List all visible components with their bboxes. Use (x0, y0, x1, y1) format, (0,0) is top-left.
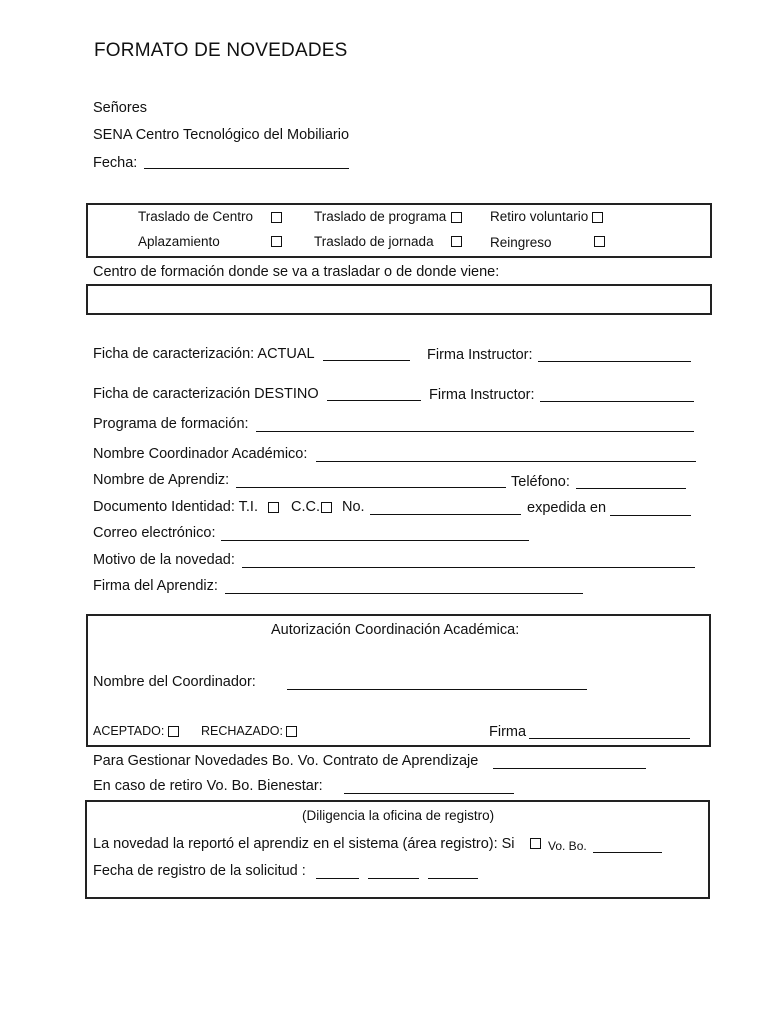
institution-name: SENA Centro Tecnológico del Mobiliario (93, 127, 350, 143)
option-label: Reingreso (490, 235, 552, 250)
firma-instructor-actual-field[interactable] (538, 361, 691, 362)
reingreso-checkbox[interactable] (594, 236, 605, 247)
fecha-mes-field[interactable] (368, 878, 419, 879)
date-label: Fecha: (93, 155, 138, 171)
rejected-label: RECHAZADO: (201, 724, 283, 738)
telefono-field[interactable] (576, 488, 686, 489)
date-field[interactable] (144, 168, 349, 169)
option-label: Traslado de Centro (138, 209, 254, 224)
ficha-destino-label: Ficha de caracterización DESTINO (93, 386, 319, 402)
programa-label: Programa de formación: (93, 416, 249, 432)
option-label: Traslado de programa (314, 209, 447, 224)
option-label: Traslado de jornada (314, 234, 434, 249)
accepted-label: ACEPTADO: (93, 724, 165, 738)
coordinator-name-label: Nombre del Coordinador: (93, 674, 256, 690)
telefono-label: Teléfono: (511, 474, 570, 490)
option-retiro-voluntario (490, 209, 588, 224)
salutation: Señores (93, 100, 148, 116)
aprendiz-label: Nombre de Aprendiz: (93, 472, 230, 488)
firma-aprendiz-field[interactable] (225, 593, 583, 594)
option-label: Retiro voluntario (490, 209, 589, 224)
ficha-destino-field[interactable] (327, 400, 421, 401)
option-label: Aplazamiento (138, 234, 220, 249)
option-traslado-centro (138, 209, 253, 224)
expedida-field[interactable] (610, 515, 691, 516)
aplazamiento-checkbox[interactable] (271, 236, 282, 247)
firma-instructor-label: Firma Instructor: (429, 387, 535, 403)
signature-field[interactable] (529, 738, 690, 739)
centro-label: Centro de formación donde se va a trasladar o de donde viene: (93, 264, 500, 280)
option-traslado-jornada (314, 234, 434, 249)
coordinador-label: Nombre Coordinador Académico: (93, 446, 308, 462)
reported-yes-checkbox[interactable] (530, 838, 541, 849)
correo-field[interactable] (221, 540, 529, 541)
signature-label: Firma (489, 724, 527, 740)
vobo-label: Vo. Bo. (548, 839, 587, 853)
ti-checkbox[interactable] (268, 502, 279, 513)
firma-instructor-destino-field[interactable] (540, 401, 694, 402)
bienestar-field[interactable] (344, 793, 514, 794)
option-aplazamiento (138, 234, 220, 249)
coordinador-field[interactable] (316, 461, 696, 462)
programa-field[interactable] (256, 431, 694, 432)
traslado-jornada-checkbox[interactable] (451, 236, 462, 247)
contrato-field[interactable] (493, 768, 646, 769)
motivo-label: Motivo de la novedad: (93, 552, 235, 568)
fecha-dia-field[interactable] (316, 878, 359, 879)
documento-label: Documento Identidad: T.I. (93, 499, 258, 515)
numero-label: No. (342, 499, 365, 515)
coordinator-name-field[interactable] (287, 689, 587, 690)
ficha-actual-label: Ficha de caracterización: ACTUAL (93, 346, 315, 362)
aprendiz-field[interactable] (236, 487, 506, 488)
cc-label: C.C. (291, 499, 320, 515)
fecha-anio-field[interactable] (428, 878, 478, 879)
ficha-actual-field[interactable] (323, 360, 410, 361)
reported-label: La novedad la reportó el aprendiz en el sistema (área registro): Si (93, 836, 515, 852)
option-reingreso (490, 235, 552, 250)
traslado-programa-checkbox[interactable] (451, 212, 462, 223)
cc-checkbox[interactable] (321, 502, 332, 513)
centro-input-box[interactable] (86, 284, 712, 315)
vobo-field[interactable] (593, 852, 662, 853)
bienestar-label: En caso de retiro Vo. Bo. Bienestar: (93, 778, 323, 794)
option-traslado-programa (314, 209, 446, 224)
retiro-voluntario-checkbox[interactable] (592, 212, 603, 223)
rejected-checkbox[interactable] (286, 726, 297, 737)
registry-title: (Diligencia la oficina de registro) (302, 808, 495, 823)
firma-instructor-label: Firma Instructor: (427, 347, 533, 363)
traslado-centro-checkbox[interactable] (271, 212, 282, 223)
contrato-label: Para Gestionar Novedades Bo. Vo. Contrato de Aprendizaje (93, 753, 479, 769)
numero-field[interactable] (370, 514, 521, 515)
authorization-title: Autorización Coordinación Académica: (271, 622, 520, 638)
form-title: FORMATO DE NOVEDADES (94, 40, 348, 61)
correo-label: Correo electrónico: (93, 525, 216, 541)
firma-aprendiz-label: Firma del Aprendiz: (93, 578, 218, 594)
expedida-label: expedida en (527, 500, 607, 516)
accepted-checkbox[interactable] (168, 726, 179, 737)
motivo-field[interactable] (242, 567, 695, 568)
fecha-registro-label: Fecha de registro de la solicitud : (93, 863, 306, 879)
